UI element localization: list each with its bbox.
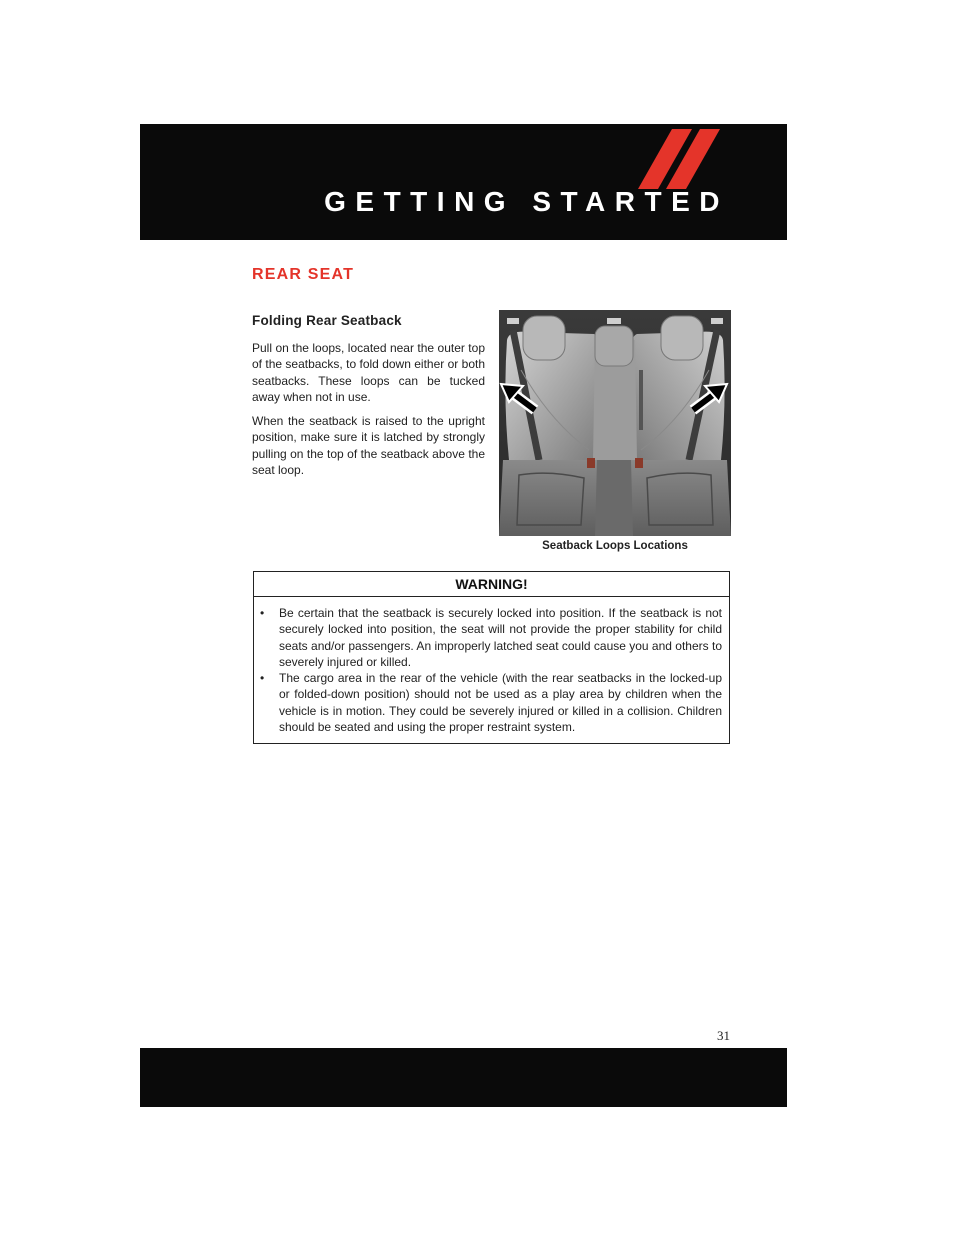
rear-seat-illustration [499,310,731,536]
footer-band [140,1048,787,1107]
body-paragraph: Pull on the loops, located near the outer top of the seatbacks, to fold down either or both seatbacks. These loops can be tucked away when not in use. [252,341,485,405]
figure-caption: Seatback Loops Locations [542,540,688,552]
header-band [140,124,787,240]
rear-seat-photo [499,310,731,536]
warning-list [254,597,729,735]
warning-heading: WARNING! [254,572,729,597]
brand-stripes-icon [612,129,732,189]
warning-item: • The cargo area in the rear of the vehicle (with the rear seatbacks in the locked-up or folded-down position) should not be used as a play area by children when the vehicle is in motion. They could be severely injured or killed in a collision. Children should be seated and using the proper restraint system. [279,670,722,735]
body-paragraph: When the seatback is raised to the upright position, make sure it is latched by strongly pulling on the top of the seatback above the seat loop. [252,414,485,478]
page-number: 31 [717,1028,730,1043]
subheading: Folding Rear Seatback [252,313,402,328]
warning-box [253,571,730,744]
section-title: REAR SEAT [252,266,355,283]
warning-item: • Be certain that the seatback is securely locked into position. If the seatback is not securely locked into position, the seat will not provide the proper stability for child seats and/or passengers. An improperly latched seat could cause you and others to severely injured or killed. [279,605,722,670]
chapter-title: GETTING STARTED [324,186,729,217]
